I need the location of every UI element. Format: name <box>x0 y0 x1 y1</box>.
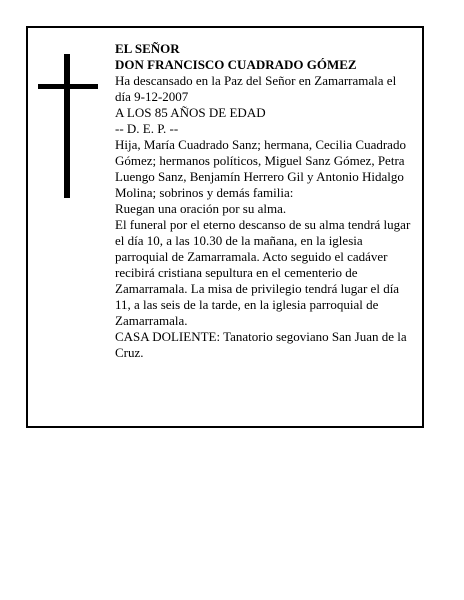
deceased-name: DON FRANCISCO CUADRADO GÓMEZ <box>115 57 357 72</box>
notice-title: EL SEÑOR <box>115 41 180 56</box>
prayer-request: Ruegan una oración por su alma. <box>115 201 287 216</box>
family-list: Hija, María Cuadrado Sanz; hermana, Cecilia Cuadrado Gómez; hermanos políticos, Miguel Sanz Gómez, Petra Luengo Sanz, Benjamín Herrero Gil y Antonio Hidalgo Molina; sobrinos y demás familia: <box>115 137 406 200</box>
mourning-house: CASA DOLIENTE: Tanatorio segoviano San Juan de la Cruz. <box>115 329 407 360</box>
death-announcement: Ha descansado en la Paz del Señor en Zamarramala el día 9-12-2007 <box>115 73 397 104</box>
cross-horizontal-bar <box>38 84 98 89</box>
cross-vertical-bar <box>64 54 70 198</box>
age-line: A LOS 85 AÑOS DE EDAD <box>115 105 266 120</box>
notice-text <box>115 41 415 361</box>
funeral-details: El funeral por el eterno descanso de su alma tendrá lugar el día 10, a las 10.30 de la mañana, en la iglesia parroquial de Zamarramala. Acto seguido el cadáver recibirá cristiana sepultura en el cementerio de Zamarramala. La misa de privilegio tendrá lugar el día 11, a las seis de la tarde, en la iglesia parroquial de Zamarramala. <box>115 217 411 328</box>
rip-line: -- D. E. P. -- <box>115 121 179 136</box>
obituary-notice <box>26 26 424 428</box>
cross-icon <box>38 54 100 198</box>
